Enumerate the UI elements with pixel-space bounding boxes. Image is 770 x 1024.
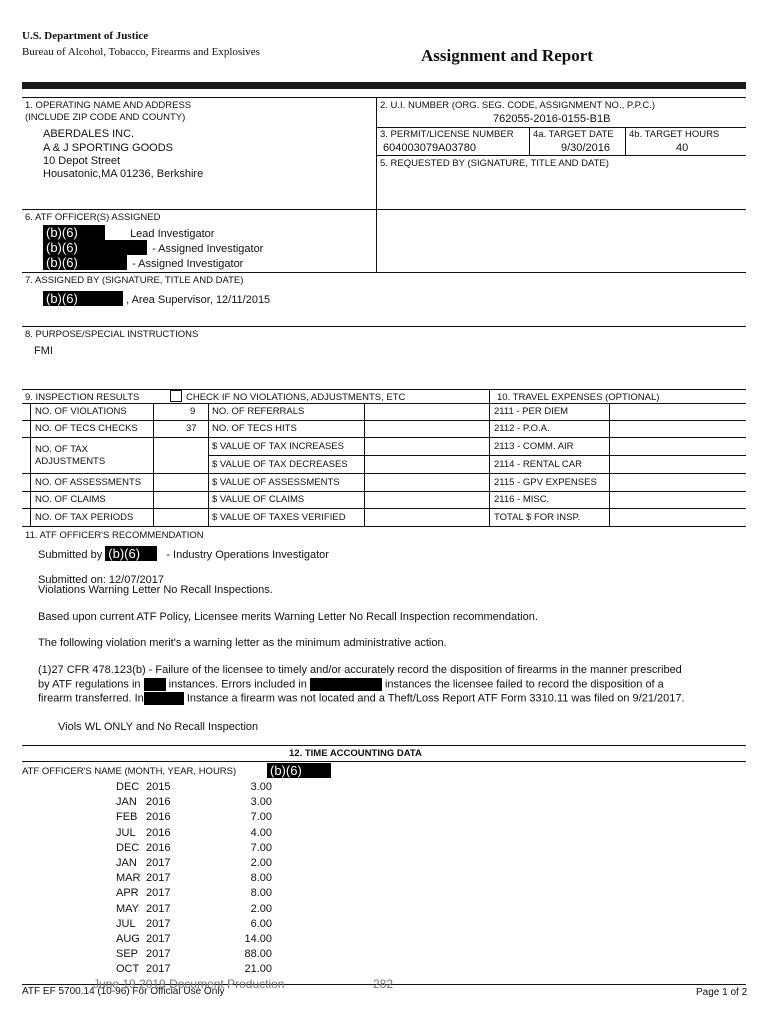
assessments-label: NO. OF ASSESSMENTS <box>35 477 142 488</box>
violation-intro: The following violation merit's a warning letter as the minimum administrative action. <box>38 637 447 649</box>
page-number: Page 1 of 2 <box>696 987 748 998</box>
rule <box>376 209 377 272</box>
rule <box>22 491 746 492</box>
rule <box>22 437 746 438</box>
closing-note: Viols WL ONLY and No Recall Inspection <box>58 721 259 733</box>
box12-label: 12. TIME ACCOUNTING DATA <box>289 748 422 759</box>
time-month: DEC <box>116 781 140 793</box>
no-violations-label: CHECK IF NO VIOLATIONS, ADJUSTMENTS, ETC <box>186 392 406 403</box>
time-hours: 2.00 <box>250 857 272 869</box>
taxes-verified-label: $ VALUE OF TAXES VERIFIED <box>212 512 346 523</box>
time-row <box>0 811 770 827</box>
time-month: MAR <box>116 872 141 885</box>
redaction-block <box>144 678 166 691</box>
time-year: 2017 <box>146 933 171 945</box>
time-month: AUG <box>116 933 140 945</box>
time-hours: 8.00 <box>250 887 272 900</box>
time-month: SEP <box>116 948 139 961</box>
rule <box>609 403 610 526</box>
time-month: FEB <box>116 811 138 824</box>
box10-label: 10. TRAVEL EXPENSES (OPTIONAL) <box>497 392 660 403</box>
claims-label: NO. OF CLAIMS <box>35 494 106 505</box>
redaction-block <box>310 678 382 691</box>
officer-role: - Assigned Investigator <box>132 258 244 270</box>
time-hours: 3.00 <box>250 796 272 809</box>
assessments-value-label: $ VALUE OF ASSESSMENTS <box>212 477 340 488</box>
total-label: TOTAL $ FOR INSP. <box>494 512 581 523</box>
rule <box>22 326 746 327</box>
referrals-label: NO. OF REFERRALS <box>212 406 305 417</box>
header-rule <box>22 82 746 89</box>
box4a-label: 4a. TARGET DATE <box>533 129 614 140</box>
department-name: U.S. Department of Justice <box>22 30 149 42</box>
rule <box>376 97 377 209</box>
tecs-checks-label: NO. OF TECS CHECKS <box>35 423 138 434</box>
time-month: JUL <box>116 826 136 839</box>
time-hours: 3.00 <box>250 781 272 793</box>
time-hours: 7.00 <box>250 811 272 824</box>
rule <box>208 455 746 456</box>
rule <box>22 272 746 273</box>
time-year: 2017 <box>146 887 171 900</box>
violations-summary: Violations Warning Letter No Recall Inspections. <box>38 584 273 596</box>
tax-increases-label: $ VALUE OF TAX INCREASES <box>212 441 344 452</box>
production-stamp: June 19 2019 Document Production <box>93 977 285 991</box>
rule <box>22 526 746 527</box>
time-year: 2017 <box>146 857 171 869</box>
violation-text: Instance a firearm was not located and a Theft/Loss Report ATF Form 3310.11 was filed on 9/21/2017. <box>186 692 685 705</box>
recommendation-para: Based upon current ATF Policy, Licensee merits Warning Letter No Recall Inspection recommendation. <box>38 611 538 623</box>
assigned-by-value: , Area Supervisor, 12/11/2015 <box>126 294 271 306</box>
rule <box>489 389 490 526</box>
time-hours: 8.00 <box>250 872 272 885</box>
violation-detail-line2 <box>38 678 664 691</box>
rule <box>22 403 746 404</box>
time-year: 2017 <box>146 872 171 885</box>
redaction-block: (b)(6) <box>105 546 157 561</box>
rule <box>30 403 31 526</box>
rule <box>22 420 746 421</box>
time-year: 2017 <box>146 948 171 961</box>
violation-detail-line1: (1)27 CFR 478.123(b) - Failure of the licensee to timely and/or accurately record the disposition of firearms in the manner prescribed <box>38 664 682 676</box>
target-date: 9/30/2016 <box>561 142 610 154</box>
city-state-county: Housatonic,MA 01236, Berkshire <box>43 168 204 180</box>
box6-label: 6. ATF OFFICER(S) ASSIGNED <box>25 212 161 223</box>
street-address: 10 Depot Street <box>43 155 121 167</box>
assigned-by <box>43 291 270 306</box>
box3-label: 3. PERMIT/LICENSE NUMBER <box>380 129 514 140</box>
time-month: OCT <box>116 963 140 976</box>
redaction-block: (b)(6) <box>43 291 123 306</box>
tax-decreases-label: $ VALUE OF TAX DECREASES <box>212 459 348 470</box>
time-row <box>0 781 770 797</box>
time-year: 2016 <box>146 841 171 854</box>
redaction-block: (b)(6) <box>43 255 127 270</box>
time-year: 2015 <box>146 781 171 793</box>
time-row <box>0 857 770 873</box>
rule <box>22 209 746 210</box>
business-name: ABERDALES INC. <box>43 128 135 140</box>
rule <box>376 155 746 156</box>
time-year: 2016 <box>146 811 171 824</box>
rule <box>22 97 746 98</box>
violation-text: instances. Errors included in <box>168 678 307 691</box>
rule <box>22 389 746 390</box>
time-year: 2017 <box>146 917 171 930</box>
officer-role: - Assigned Investigator <box>152 243 264 255</box>
form-number: ATF EF 5700.14 (10-96) For Official Use Only <box>22 986 225 997</box>
rule <box>22 508 746 509</box>
rule <box>153 403 154 526</box>
box2-label: 2. U.I. NUMBER (ORG. SEG. CODE, ASSIGNMENT NO., P.P.C.) <box>380 100 656 111</box>
tecs-hits-label: NO. OF TECS HITS <box>212 423 297 434</box>
license-number: 604003079A03780 <box>383 142 476 154</box>
violations-value: 9 <box>190 406 196 417</box>
violation-text: instances the licensee failed to record the disposition of a <box>384 678 664 691</box>
time-hours: 4.00 <box>250 826 272 839</box>
misc-label: 2116 - MISC. <box>494 494 550 505</box>
time-month: DEC <box>116 841 140 854</box>
officer-row <box>43 225 214 240</box>
redaction-block: (b)(6) <box>267 763 331 778</box>
submitted-by <box>38 546 329 561</box>
box4b-label: 4b. TARGET HOURS <box>629 129 720 140</box>
time-row <box>0 887 770 903</box>
trade-name: A & J SPORTING GOODS <box>43 142 173 154</box>
box5-label: 5. REQUESTED BY (SIGNATURE, TITLE AND DATE) <box>380 158 609 169</box>
rule <box>529 127 530 155</box>
violations-label: NO. OF VIOLATIONS <box>35 406 127 417</box>
tecs-checks-value: 37 <box>186 423 197 434</box>
submitted-on: Submitted on: 12/07/2017 <box>38 574 164 586</box>
rule <box>22 761 746 762</box>
box8-label: 8. PURPOSE/SPECIAL INSTRUCTIONS <box>25 329 199 340</box>
time-year: 2016 <box>146 796 171 809</box>
time-hours: 88.00 <box>244 948 272 961</box>
time-month: APR <box>116 887 139 900</box>
rule <box>625 127 626 155</box>
box9-label: 9. INSPECTION RESULTS <box>25 392 140 403</box>
violation-text: by ATF regulations in <box>38 678 141 691</box>
time-year: 2017 <box>146 902 171 915</box>
bureau-name: Bureau of Alcohol, Tobacco, Firearms and Explosives <box>22 46 260 58</box>
box11-label: 11. ATF OFFICER'S RECOMMENDATION <box>25 530 204 541</box>
time-month: JAN <box>116 857 137 869</box>
officer-row <box>43 240 263 255</box>
time-month: JAN <box>116 796 137 809</box>
box1-label: 1. OPERATING NAME AND ADDRESS <box>25 100 192 111</box>
time-row <box>0 872 770 888</box>
no-violations-checkbox[interactable] <box>170 390 182 402</box>
tax-adjustments-label: NO. OF TAX ADJUSTMENTS <box>35 444 106 467</box>
rental-car-label: 2114 - RENTAL CAR <box>494 459 582 470</box>
rule <box>364 403 365 526</box>
comm-air-label: 2113 - COMM. AIR <box>494 441 574 452</box>
tax-periods-label: NO. OF TAX PERIODS <box>35 512 134 523</box>
time-year: 2017 <box>146 963 171 976</box>
violation-text: firearm transferred. In <box>38 692 144 705</box>
target-hours: 40 <box>676 142 689 154</box>
claims-value-label: $ VALUE OF CLAIMS <box>212 494 305 505</box>
time-hours: 14.00 <box>244 933 272 945</box>
submitted-by-prefix: Submitted by <box>38 549 103 561</box>
ui-number: 762055-2016-0155-B1B <box>493 113 611 125</box>
rule <box>208 403 209 526</box>
time-year: 2016 <box>146 826 171 839</box>
time-row <box>0 842 770 858</box>
form-title: Assignment and Report <box>421 46 593 65</box>
box7-label: 7. ASSIGNED BY (SIGNATURE, TITLE AND DATE) <box>25 275 244 286</box>
officer-name-label: ATF OFFICER'S NAME (MONTH, YEAR, HOURS) <box>22 766 237 777</box>
poa-label: 2112 - P.O.A. <box>494 423 550 434</box>
per-diem-label: 2111 - PER DIEM <box>494 406 569 417</box>
time-hours: 7.00 <box>250 841 272 854</box>
time-row <box>0 796 770 812</box>
rule <box>22 473 746 474</box>
time-row <box>0 918 770 934</box>
time-month: JUL <box>116 917 136 930</box>
redaction-block: (b)(6) <box>43 225 105 240</box>
rule <box>22 745 746 746</box>
officer-role: Lead Investigator <box>130 228 215 240</box>
submitted-by-suffix: - Industry Operations Investigator <box>166 549 329 561</box>
box1-sublabel: (INCLUDE ZIP CODE AND COUNTY) <box>25 112 186 123</box>
rule <box>376 127 746 128</box>
time-hours: 21.00 <box>244 963 272 976</box>
time-month: MAY <box>116 902 140 915</box>
redaction-block: (b)(6) <box>43 240 147 255</box>
bates-number: 282 <box>373 977 394 991</box>
time-row <box>0 903 770 919</box>
violation-detail-line3 <box>38 692 685 705</box>
redaction-block <box>144 692 184 705</box>
time-row <box>0 948 770 964</box>
time-row <box>0 827 770 843</box>
time-row <box>0 933 770 949</box>
gpv-expenses-label: 2115 - GPV EXPENSES <box>494 477 597 488</box>
purpose-value: FMI <box>34 345 53 357</box>
time-hours: 6.00 <box>250 917 272 930</box>
time-hours: 2.00 <box>250 902 272 915</box>
officer-row <box>43 255 243 270</box>
